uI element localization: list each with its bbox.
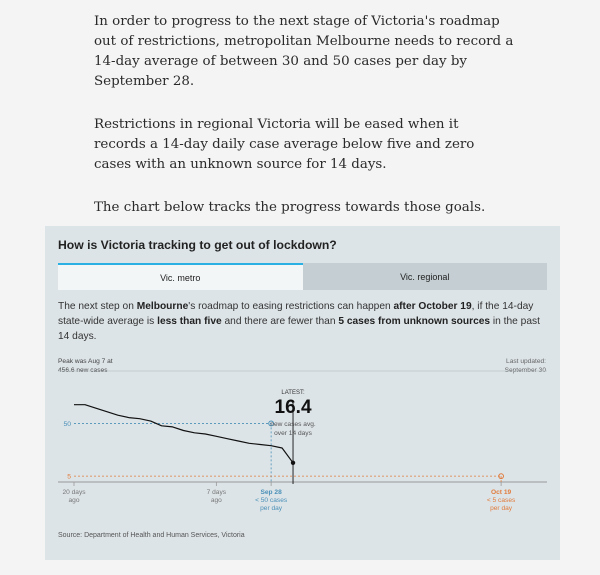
x-tick-label-1-0: 7 days bbox=[206, 489, 227, 496]
desc-text-2: 's roadmap to easing restrictions can happen bbox=[188, 301, 394, 312]
source-note: Source: Department of Health and Human Services, Victoria bbox=[58, 532, 245, 539]
tab-vic-metro[interactable]: Vic. metro bbox=[58, 263, 303, 290]
x-tick-label-1-1: ago bbox=[210, 497, 222, 504]
x-tick-label-2-0: Sep 28 bbox=[260, 489, 282, 496]
desc-bold-1: Melbourne bbox=[136, 301, 189, 312]
x-tick-label-2-2: per day bbox=[260, 505, 283, 512]
latest-note-2: over 14 days bbox=[274, 430, 312, 437]
x-tick-label-3-0: Oct 19 bbox=[491, 489, 512, 496]
last-updated-label: Last updated: bbox=[506, 358, 546, 365]
x-tick-label-0-1: ago bbox=[68, 497, 80, 504]
y-tick-label-50: 50 bbox=[63, 420, 71, 428]
article-paragraph-1: In order to progress to the next stage of Victoria's roadmap out of restrictions, metropolitan Melbourne needs to record a 14-day average of between 30 and 50 cases per day by September 28. bbox=[94, 14, 514, 89]
cases-chart bbox=[45, 226, 560, 526]
desc-bold-4: 5 cases from unknown sources bbox=[338, 316, 491, 327]
desc-text-4: and there are fewer than bbox=[221, 316, 339, 327]
last-updated-date: September 30 bbox=[504, 367, 546, 374]
latest-point bbox=[291, 461, 295, 465]
series-line-vic-metro bbox=[74, 405, 293, 463]
desc-bold-3: less than five bbox=[157, 316, 222, 327]
latest-label: LATEST: bbox=[281, 390, 305, 396]
x-tick-label-3-2: per day bbox=[490, 505, 513, 512]
desc-bold-2: after October 19 bbox=[393, 301, 472, 312]
desc-text-5: in the past 14 days. bbox=[58, 316, 540, 342]
latest-value: 16.4 bbox=[274, 397, 312, 418]
peak-line-1: Peak was Aug 7 at bbox=[58, 358, 113, 365]
article-paragraph-3: The chart below tracks the progress towards those goals. bbox=[94, 200, 486, 215]
lockdown-tracker-widget bbox=[45, 226, 560, 560]
article-paragraph-2: Restrictions in regional Victoria will be eased when it records a 14-day daily case average below five and zero cases with an unknown source for 14 days. bbox=[94, 117, 475, 172]
desc-text-3: , if the 14-day state-wide average is bbox=[58, 301, 534, 327]
widget-title: How is Victoria tracking to get out of lockdown? bbox=[58, 238, 337, 252]
peak-line-2: 456.6 new cases bbox=[58, 367, 108, 374]
x-tick-label-0-0: 20 days bbox=[62, 489, 86, 496]
latest-note-1: new cases avg. bbox=[270, 421, 316, 428]
tab-vic-regional[interactable]: Vic. regional bbox=[303, 263, 548, 290]
article-body bbox=[94, 12, 514, 241]
x-tick-label-2-1: < 50 cases bbox=[255, 497, 288, 504]
x-tick-label-3-1: < 5 cases bbox=[486, 497, 516, 504]
y-tick-label-5: 5 bbox=[67, 473, 71, 481]
desc-text-1: The next step on bbox=[58, 301, 137, 312]
